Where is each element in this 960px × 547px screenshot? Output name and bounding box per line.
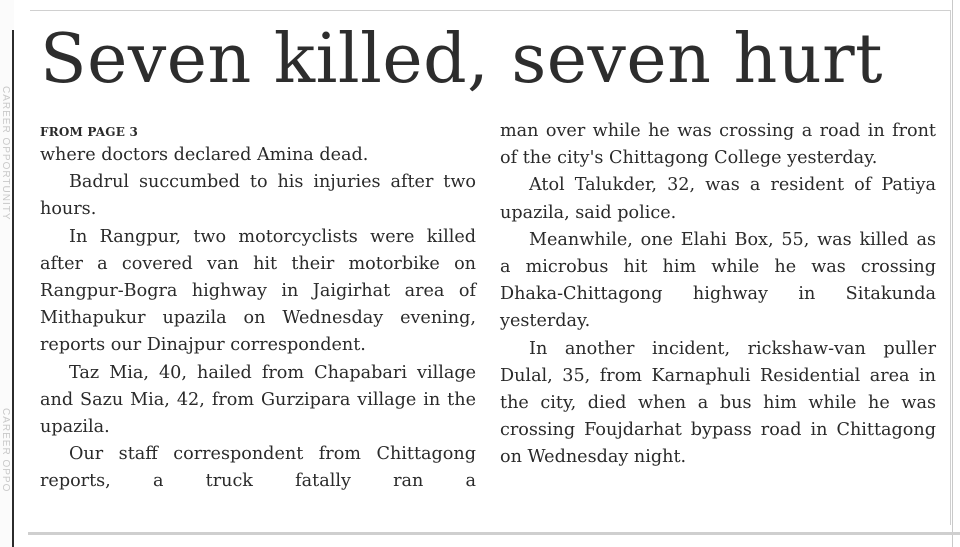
paragraph: Badrul succumbed to his injuries after two hours. <box>40 172 476 220</box>
page-rule <box>28 532 960 535</box>
paragraph: man over while he was crossing a road in front of the city's Chittagong College yesterday. <box>500 121 936 169</box>
paragraph: Taz Mia, 40, hailed from Chapabari village and Sazu Mia, 42, from Gurzipara village in the upazila. <box>40 362 476 438</box>
article-column-right <box>500 118 936 472</box>
paragraph: where doctors declared Amina dead. <box>40 145 369 165</box>
article-column-left <box>40 118 476 496</box>
paragraph: Atol Talukder, 32, was a resident of Patiya upazila, said police. <box>500 175 936 223</box>
column-divider <box>952 0 953 547</box>
paragraph: Our staff correspondent from Chittagong reports, a truck fatally ran a <box>40 444 476 492</box>
paragraph: In another incident, rickshaw-van puller Dulal, 35, from Karnaphuli Residential area in the city, died when a bus him while he was crossing Foujdarhat bypass road in Chittagong on Wednesday night. <box>500 338 936 468</box>
neighbour-column-fragment: CAREER OPPO <box>0 408 11 493</box>
column-divider <box>12 30 14 547</box>
neighbour-column-fragment: CAREER OPPORTUNITY <box>0 86 11 221</box>
paragraph: Meanwhile, one Elahi Box, 55, was killed as a microbus hit him while he was crossing Dhaka-Chittagong highway in Sitakunda yesterday. <box>500 229 936 332</box>
paragraph: In Rangpur, two motorcyclists were killed after a covered van hit their motorbike on Rangpur-Bogra highway in Jaigirhat area of Mithapukur upazila on Wednesday evening, reports our Dinajpur correspondent. <box>40 226 476 356</box>
dateline: FROM PAGE 3 <box>40 125 138 139</box>
headline: Seven killed, seven hurt <box>40 20 883 99</box>
